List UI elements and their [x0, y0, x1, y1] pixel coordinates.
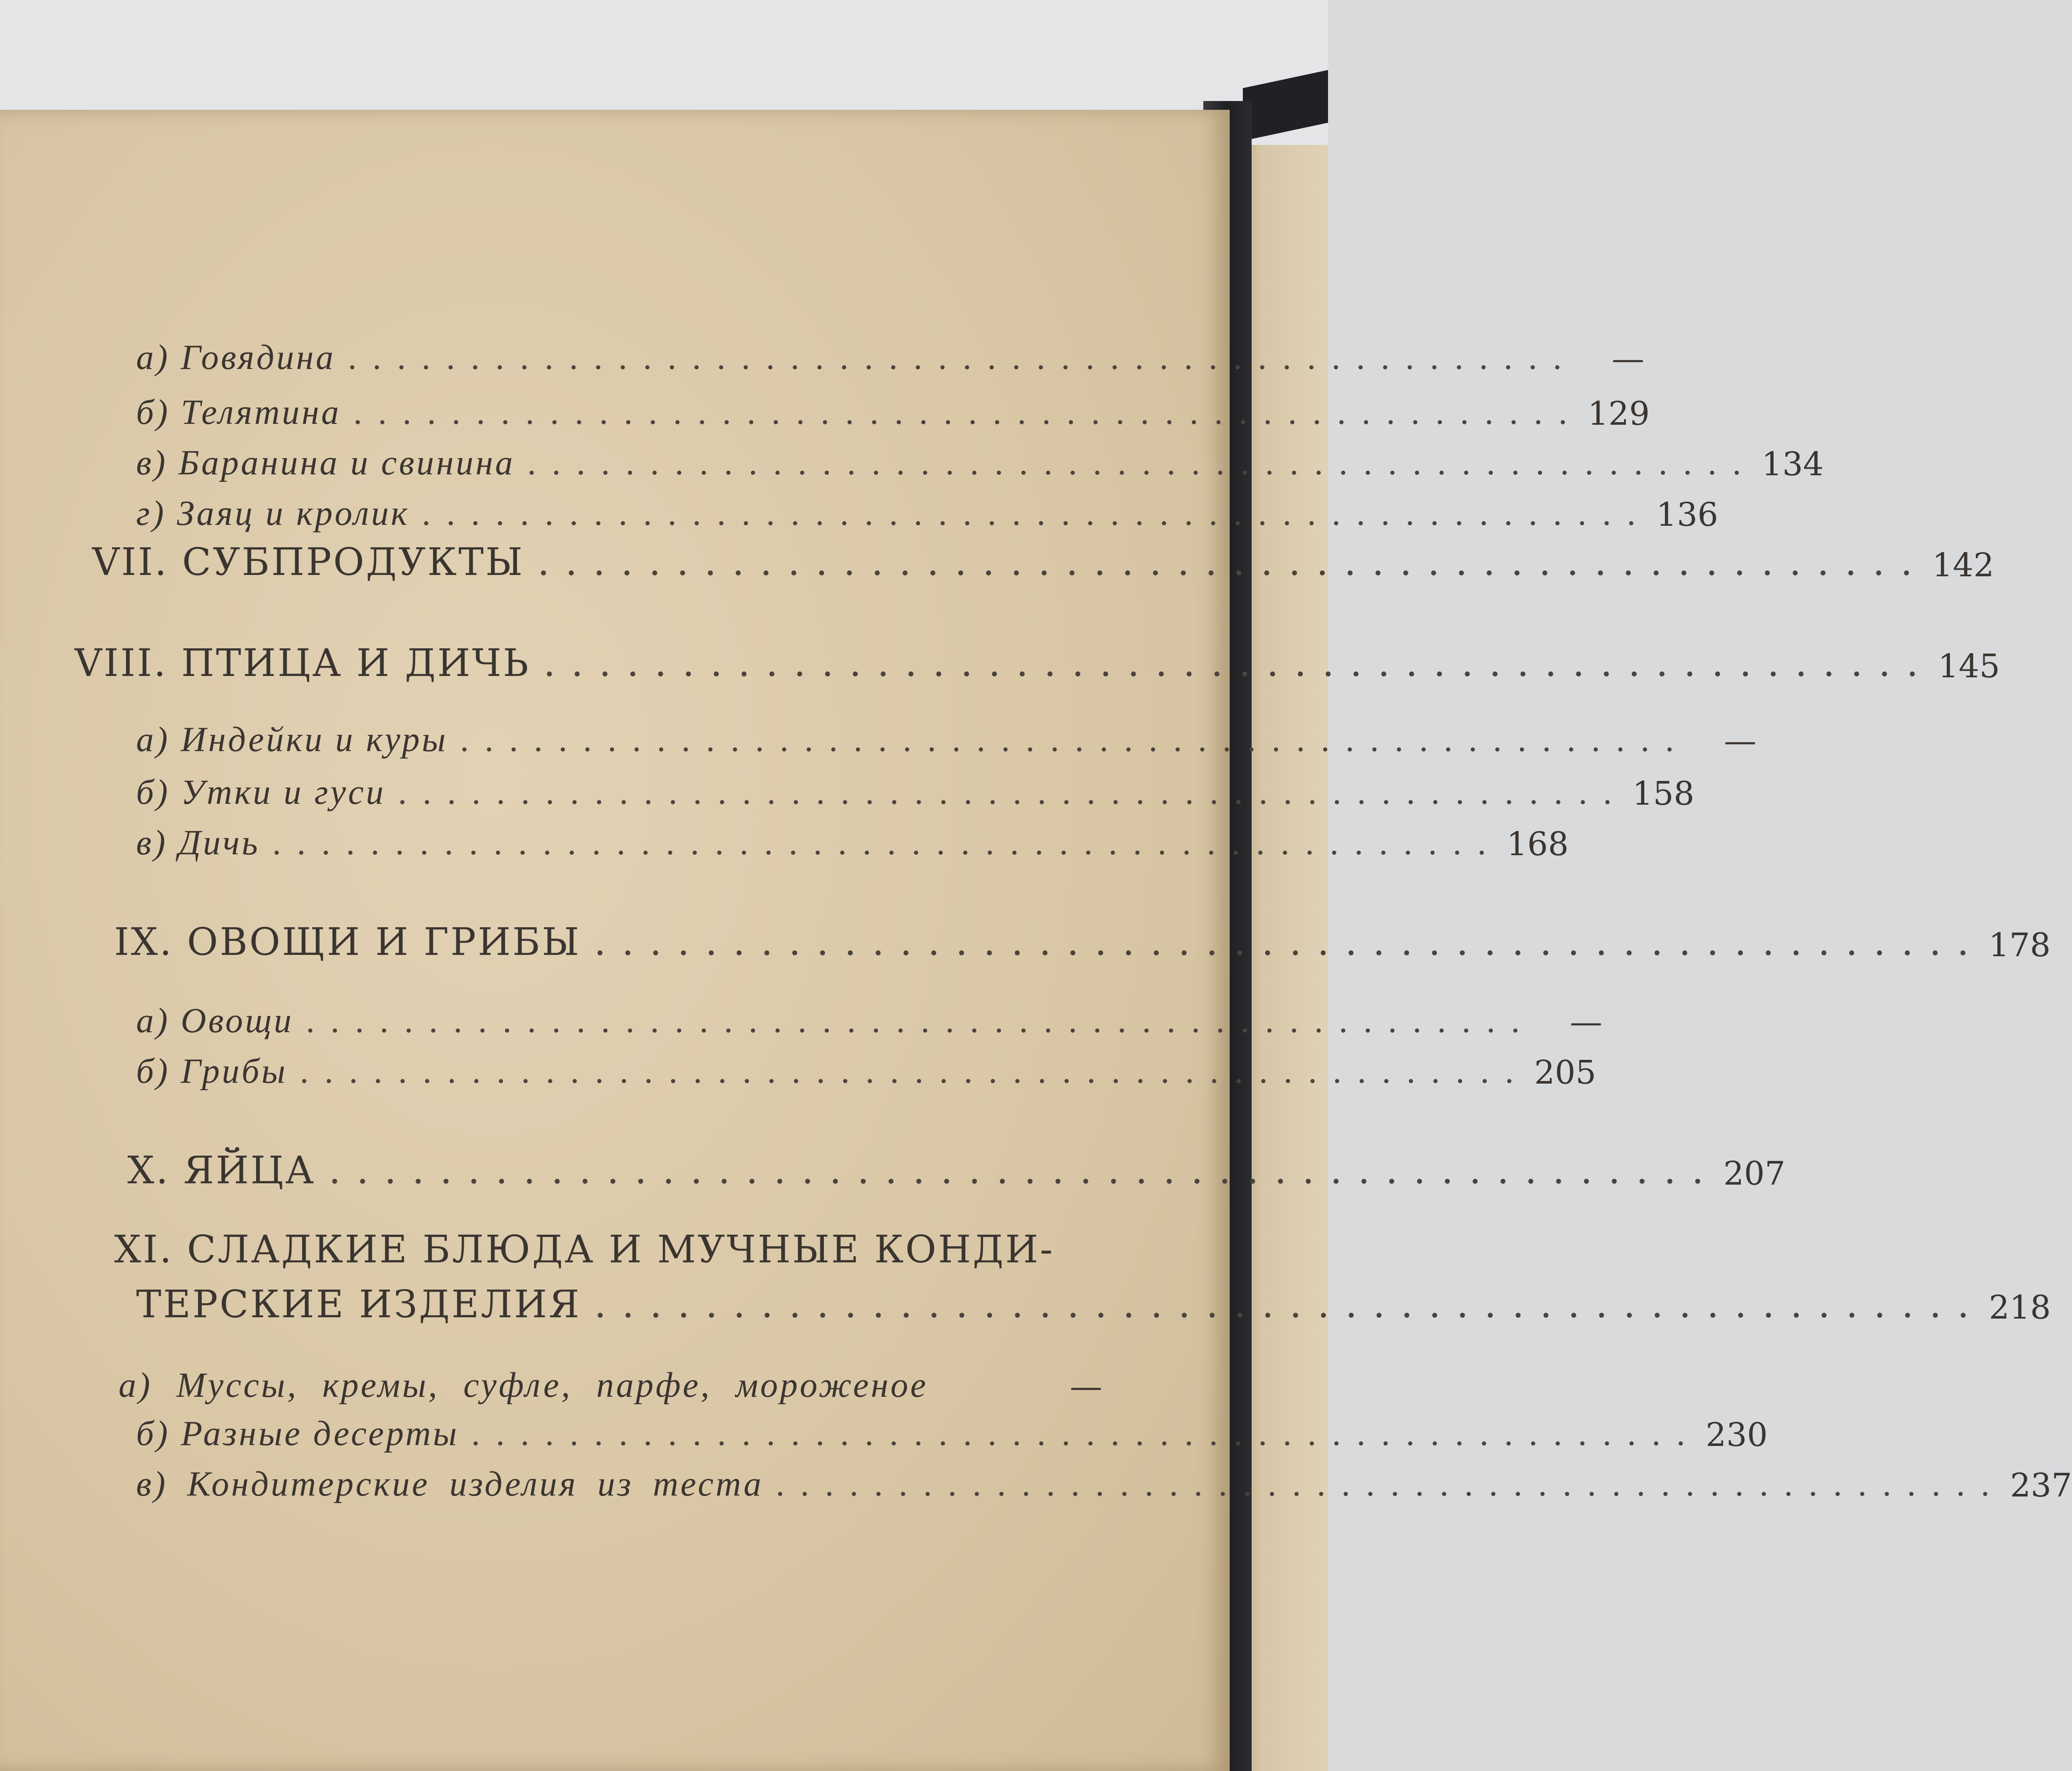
toc-page-number: 129 [1588, 395, 1650, 433]
toc-entry-label: б) Разные десерты [136, 1414, 459, 1453]
dot-leader: .................................................. [776, 1465, 2007, 1504]
book-page [0, 110, 2072, 1771]
toc-chapter-label: VII. СУБПРОДУКТЫ [92, 540, 524, 584]
dot-leader: .................................................. [399, 773, 1629, 812]
toc-entry-label: б) Телятина [136, 393, 341, 432]
book-cover-edge [1243, 70, 1328, 141]
toc-entry-label: а) Говядина [136, 338, 336, 377]
toc-chapter-eggs [127, 1140, 1786, 1193]
dot-leader: .................................................. [543, 641, 1935, 685]
dot-leader: .................................................. [461, 720, 1691, 759]
toc-page-number: — [1612, 340, 1645, 378]
toc-entry-game [136, 815, 1569, 863]
toc-page-number: — [1724, 722, 1757, 760]
toc-chapter-label: ТЕРСКИЕ ИЗДЕЛИЯ [136, 1283, 581, 1326]
toc-page-number: 230 [1705, 1416, 1768, 1454]
toc-chapter-vegetables-mushrooms [114, 911, 2051, 964]
toc-chapter-offal [92, 531, 1994, 584]
toc-entry-label: б) Утки и гуси [136, 773, 386, 812]
toc-entry-label: а) Овощи [136, 1001, 294, 1040]
toc-entry-label: в) Кондитерские изделия из теста [136, 1465, 764, 1504]
toc-entry-label: а) Муссы, кремы, суфле, парфе, мороженое [119, 1366, 928, 1405]
dot-leader: .................................................. [594, 1283, 1985, 1326]
dot-leader: .................................................. [307, 1001, 1537, 1040]
dot-leader: .................................................. [537, 540, 1928, 584]
toc-page-number: 134 [1762, 445, 1824, 483]
dot-leader: .................................................. [472, 1414, 1702, 1453]
toc-entry-vegetables [136, 993, 1603, 1041]
dot-leader: .................................................. [354, 393, 1584, 432]
toc-chapter-poultry-game [75, 632, 2000, 685]
toc-page-number: 207 [1723, 1155, 1786, 1193]
toc-chapter-desserts-line1: XI. СЛАДКИЕ БЛЮДА И МУЧНЫЕ КОНДИ- [114, 1228, 1054, 1272]
toc-entry-duck-goose [136, 764, 1695, 813]
toc-chapter-desserts-line2 [136, 1274, 2051, 1326]
toc-entry-label: г) Заяц и кролик [136, 494, 410, 533]
toc-page-number: — [1070, 1368, 1102, 1406]
toc-page-number: 145 [1938, 647, 2000, 685]
toc-page-number: 168 [1506, 825, 1569, 863]
dot-leader: .................................................. [349, 338, 1579, 377]
toc-entry-label: а) Индейки и куры [136, 720, 448, 759]
dot-leader: .................................................. [300, 1052, 1531, 1091]
toc-page-number: 136 [1656, 496, 1718, 534]
table-of-contents [0, 110, 2072, 1771]
toc-page-number: 237 [2010, 1467, 2072, 1504]
toc-entry-veal [136, 384, 1650, 433]
toc-chapter-label: VIII. ПТИЦА И ДИЧЬ [75, 641, 531, 685]
toc-page-number: 205 [1534, 1054, 1596, 1092]
toc-page-number: — [1570, 1003, 1603, 1041]
toc-entry-mousses [119, 1357, 1102, 1406]
toc-page-number: 218 [1989, 1289, 2051, 1326]
dot-leader: .................................................. [422, 494, 1653, 533]
toc-entry-label: б) Грибы [136, 1052, 288, 1091]
toc-entry-hare-rabbit [136, 485, 1718, 534]
toc-entry-label: в) Дичь [136, 824, 260, 862]
toc-entry-turkey-chicken [136, 712, 1757, 760]
dot-leader: .................................................. [328, 1149, 1720, 1193]
dot-leader: .................................................. [528, 444, 1758, 482]
toc-page-number: 142 [1932, 546, 1994, 584]
toc-chapter-label: IX. ОВОЩИ И ГРИБЫ [114, 920, 581, 964]
toc-page-number: 178 [1989, 926, 2051, 964]
toc-entry-pastry [136, 1456, 2072, 1504]
toc-page-number: 158 [1632, 775, 1695, 813]
toc-entry-various-desserts [136, 1406, 1768, 1454]
toc-entry-lamb-pork [136, 435, 1824, 483]
toc-entry-label: в) Баранина и свинина [136, 444, 515, 482]
toc-entry-mushrooms [136, 1043, 1596, 1092]
toc-chapter-label: X. ЯЙЦА [127, 1149, 316, 1193]
dot-leader: .................................................. [594, 920, 1985, 964]
toc-entry-beef [136, 329, 1645, 378]
dot-leader: .................................................. [273, 824, 1503, 862]
